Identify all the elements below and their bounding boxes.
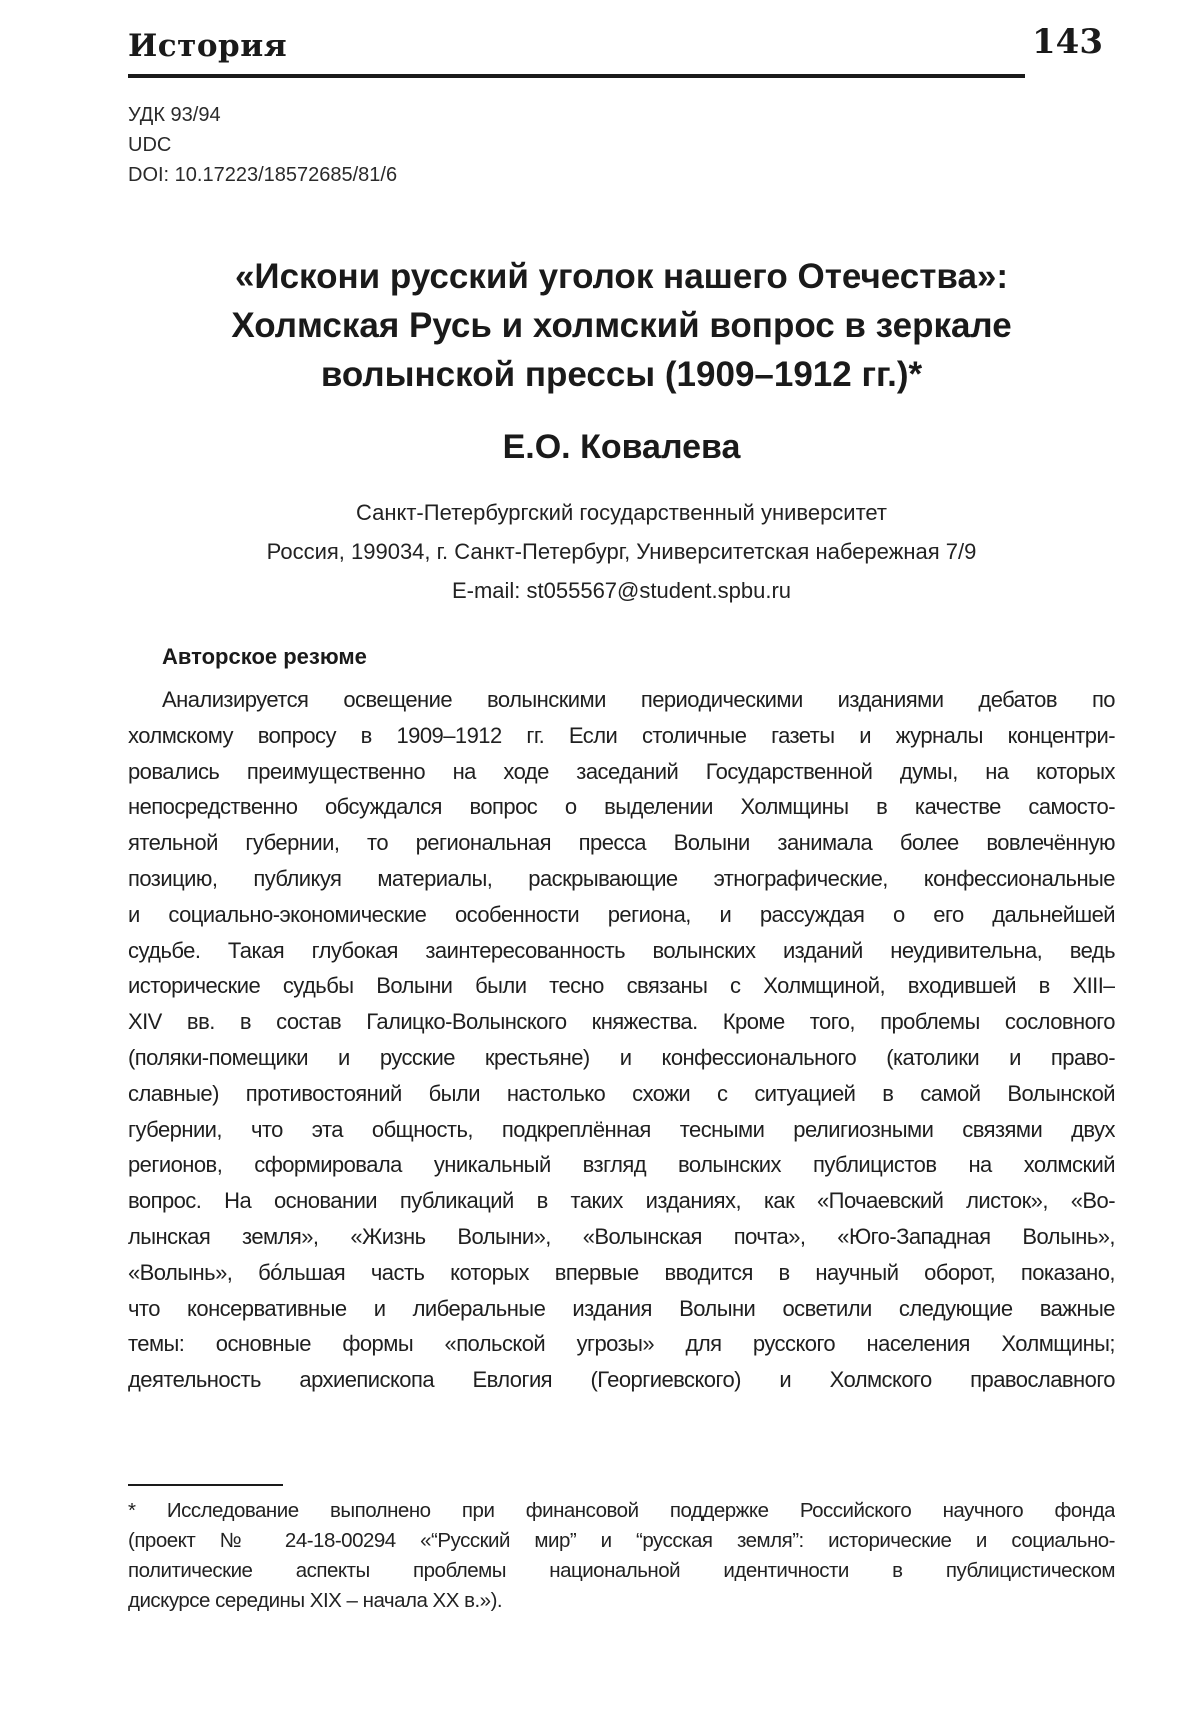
doi: DOI: 10.17223/18572685/81/6 [128,164,398,186]
affiliation [128,493,1115,610]
abstract-body [128,682,1115,1398]
address: Россия, 199034, г. Санкт-Петербург, Университетская набережная 7/9 [266,539,977,564]
page-number: 143 [1032,22,1103,62]
header-rule [128,74,1025,78]
footnote-line: * Исследование выполнено при финансовой поддержке Российского научного фонда [128,1499,1115,1522]
abstract-line: и социально-экономические особенности региона, и рассуждая о его дальнейшей [128,901,1115,927]
abstract-line: позицию, публикуя материалы, раскрывающие этнографические, конфессиональные [128,865,1115,891]
email: E-mail: st055567@student.spbu.ru [451,578,792,603]
abstract-line: судьбе. Такая глубокая заинтересованность волынских изданий неудивительна, ведь [128,937,1115,963]
title-line: Холмская Русь и холмский вопрос в зеркале [231,306,1012,345]
article-title [128,252,1115,399]
abstract-line: губернии, что эта общность, подкреплённая тесными религиозными связями двух [128,1116,1115,1142]
udc-en: UDC [128,134,172,156]
abstract-line: «Волынь», бóльшая часть которых впервые вводится в научный оборот, показано, [128,1259,1115,1285]
title-line: «Искони русский уголок нашего Отечества»: [234,257,1009,296]
abstract-line: славные) противостояний были настолько схожи с ситуацией в самой Волынской [128,1080,1115,1106]
udc-ru: УДК 93/94 [128,104,221,126]
abstract-line: холмскому вопросу в 1909–1912 гг. Если столичные газеты и журналы концентри- [128,722,1115,748]
abstract-line: (поляки-помещики и русские крестьяне) и конфессионального (католики и право- [128,1044,1115,1070]
title-line: волынской прессы (1909–1912 гг.)* [320,355,923,394]
abstract-line: что консервативные и либеральные издания Волыни осветили следующие важные [128,1295,1115,1321]
footnote-line: политические аспекты проблемы национальной идентичности в публицистическом [128,1559,1115,1582]
running-head [128,22,1103,78]
abstract-line: Анализируется освещение волынскими периодическими изданиями дебатов по [162,687,1115,712]
abstract-heading: Авторское резюме [162,644,367,669]
abstract-line: регионов, сформировала уникальный взгляд волынских публицистов на холмский [128,1152,1115,1178]
article-meta [128,100,397,190]
section-name: История [128,28,288,64]
abstract-line: темы: основные формы «польской угрозы» для русского населения Холмщины; [128,1331,1115,1357]
abstract-line: вопрос. На основании публикаций в таких изданиях, как «Почаевский листок», «Во- [128,1188,1115,1214]
abstract-line: непосредственно обсуждался вопрос о выделении Холмщины в качестве самосто- [128,794,1115,820]
abstract-line: лынская земля», «Жизнь Волыни», «Волынская почта», «Юго-Западная Волынь», [128,1223,1115,1249]
abstract-line: XIV вв. в состав Галицко-Волынского княжества. Кроме того, проблемы сословного [128,1009,1115,1035]
footnote [128,1496,1115,1616]
abstract-line: деятельность архиепископа Евлогия (Георгиевского) и Холмского православного [128,1367,1115,1393]
abstract-line: ровались преимущественно на ходе заседаний Государственной думы, на которых [128,758,1115,784]
author-name: Е.О. Ковалева [502,428,741,466]
abstract-line: исторические судьбы Волыни были тесно связаны с Холмщиной, входившей в XIII– [128,973,1115,999]
footnote-rule [128,1484,283,1486]
university: Санкт-Петербургский государственный университет [355,500,888,525]
footnote-line: дискурсе середины XIX – начала XX в.»). [128,1589,503,1612]
abstract-line: ятельной губернии, то региональная пресса Волыни занимала более вовлечённую [128,830,1115,856]
footnote-line: (проект № 24-18-00294 «“Русский мир” и “русская земля”: исторические и социально- [128,1529,1115,1552]
